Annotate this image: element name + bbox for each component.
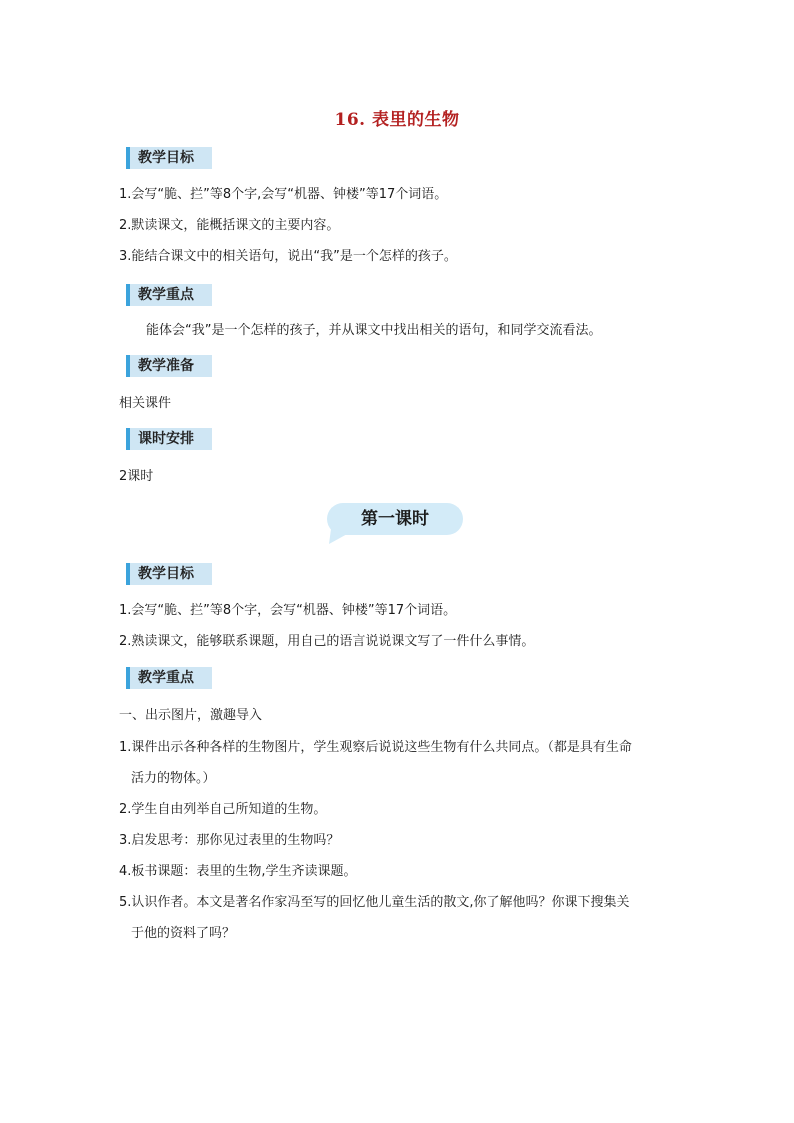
key-point-text: 能体会“我”是一个怎样的孩子，并从课文中找出相关的语句，和同学交流看法。 — [146, 323, 602, 338]
step-item: 5.认识作者。本文是著名作家冯至写的回忆他儿童生活的散文,你了解他吗？你课下搜集关 — [119, 895, 630, 910]
step-item: 2.学生自由列举自己所知道的生物。 — [119, 802, 327, 817]
page-title: 16. 表里的生物 — [334, 110, 460, 130]
step-item: 1.课件出示各种各样的生物图片，学生观察后说说这些生物有什么共同点。（都是具有生命 — [119, 740, 632, 755]
schedule-text: 2课时 — [119, 469, 154, 484]
goal-item: 2.默读课文，能概括课文的主要内容。 — [119, 218, 340, 233]
step-item: 4.板书课题：表里的生物,学生齐读课题。 — [119, 864, 357, 879]
goal-item: 1.会写“脆、拦”等8个字，会写“机器、钟楼”等17个词语。 — [119, 603, 457, 618]
goal-item: 1.会写“脆、拦”等8个字,会写“机器、钟楼”等17个词语。 — [119, 187, 448, 202]
step-item-continued: 活力的物体。） — [131, 771, 216, 786]
section-tag-schedule: 课时安排 — [126, 428, 212, 450]
section-tag-teaching-goals: 教学目标 — [126, 147, 212, 169]
step-item-continued: 于他的资料了吗？ — [131, 926, 236, 941]
lesson-label: 第一课时 — [361, 509, 429, 529]
section-tag-teaching-goals-lesson1: 教学目标 — [126, 563, 212, 585]
step-item: 3.启发思考：那你见过表里的生物吗？ — [119, 833, 340, 848]
goal-item: 3.能结合课文中的相关语句，说出“我”是一个怎样的孩子。 — [119, 249, 457, 264]
section-tag-key-points: 教学重点 — [126, 284, 212, 306]
goal-item: 2.熟读课文，能够联系课题，用自己的语言说说课文写了一件什么事情。 — [119, 634, 535, 649]
section-tag-preparation: 教学准备 — [126, 355, 212, 377]
step-heading: 一、出示图片，激趣导入 — [119, 708, 263, 723]
preparation-text: 相关课件 — [119, 396, 172, 411]
section-tag-key-points-lesson1: 教学重点 — [126, 667, 212, 689]
